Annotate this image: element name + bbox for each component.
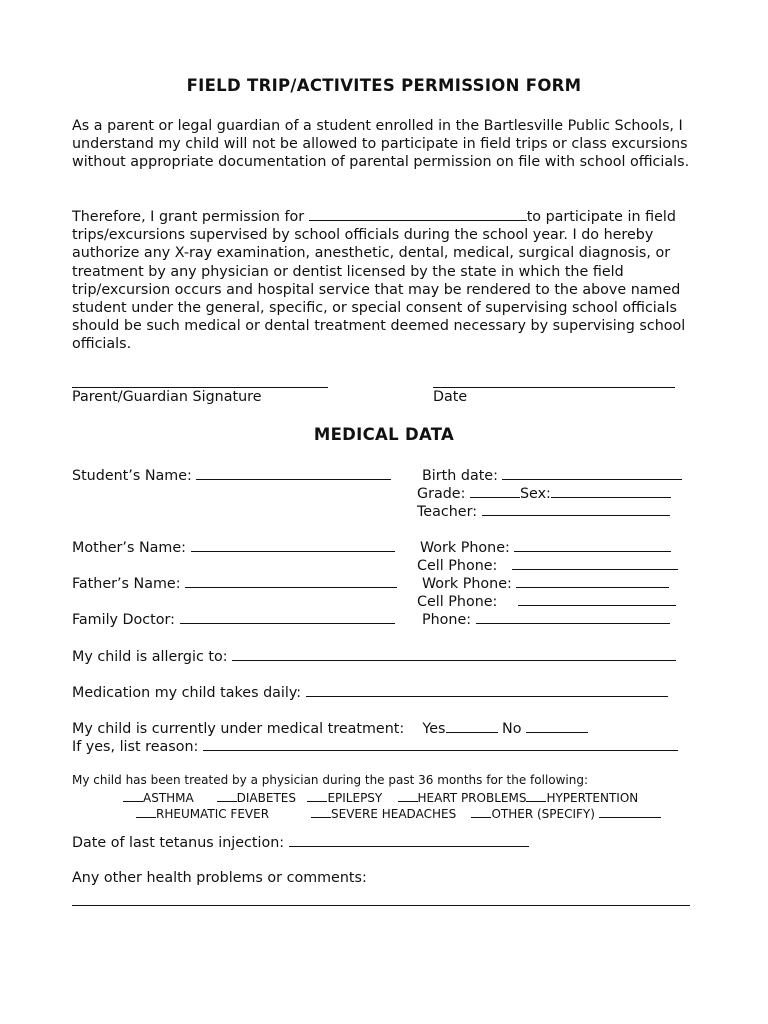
- father-name-row: [72, 574, 397, 593]
- other-checkbox[interactable]: [471, 804, 491, 818]
- father-cell-phone-row: [417, 592, 676, 611]
- student-name-row: [72, 466, 391, 485]
- tetanus-label: Date of last tetanus injection:: [72, 835, 285, 851]
- father-name-field[interactable]: [185, 574, 397, 588]
- epilepsy-checkbox[interactable]: [307, 788, 327, 802]
- family-doctor-field[interactable]: [180, 610, 395, 624]
- condition-other: OTHER (SPECIFY): [491, 807, 595, 821]
- asthma-checkbox[interactable]: [123, 788, 143, 802]
- condition-heart-problems: HEART PROBLEMS: [417, 791, 527, 805]
- phone-label: Phone:: [422, 612, 472, 628]
- reason-row: [72, 737, 678, 756]
- teacher-field[interactable]: [482, 502, 670, 516]
- condition-epilepsy: EPILEPSY: [327, 791, 383, 805]
- cell-phone-label: Cell Phone:: [417, 558, 498, 574]
- severe-headaches-checkbox[interactable]: [311, 804, 331, 818]
- doctor-phone-row: [422, 610, 670, 629]
- treatment-row: [72, 719, 588, 738]
- condition-diabetes: DIABETES: [236, 791, 296, 805]
- condition-rheumatic-fever: RHEUMATIC FEVER: [156, 807, 270, 821]
- rheumatic-fever-checkbox[interactable]: [136, 804, 156, 818]
- allergy-label: My child is allergic to:: [72, 649, 228, 665]
- sex-field[interactable]: [551, 484, 671, 498]
- medication-label: Medication my child takes daily:: [72, 685, 302, 701]
- student-name-label: Student’s Name:: [72, 468, 192, 484]
- permission-text-rest: to participate in field trips/excursions supervised by school officials during the school year. I do hereby authorize any X-ray examination, anesthetic, dental, medical, surgical diagnosis, or treatment by any physician or dentist licensed by the state in which the field trip/excursion occurs and hospital service that may be rendered to the above named student under the general, specific, or special consent of supervising school officials should be such medical or dental treatment deemed necessary by supervising school officials.: [72, 209, 686, 353]
- doctor-phone-field[interactable]: [476, 610, 670, 624]
- student-name-field[interactable]: [196, 466, 391, 480]
- no-field[interactable]: [526, 719, 588, 733]
- grade-field[interactable]: [470, 484, 520, 498]
- birth-date-row: [422, 466, 682, 485]
- diabetes-checkbox[interactable]: [217, 788, 237, 802]
- father-work-phone-row: [422, 574, 669, 593]
- birth-date-field[interactable]: [502, 466, 682, 480]
- teacher-row: [417, 502, 670, 521]
- grade-label: Grade:: [417, 486, 466, 502]
- condition-hypertension: HYPERTENTION: [546, 791, 639, 805]
- mother-name-row: [72, 538, 395, 557]
- work-phone-label: Work Phone:: [420, 540, 510, 556]
- mother-cell-phone-field[interactable]: [512, 556, 678, 570]
- reason-label: If yes, list reason:: [72, 739, 199, 755]
- cell-phone-label: Cell Phone:: [417, 594, 498, 610]
- permission-paragraph: [72, 207, 712, 354]
- form-title: FIELD TRIP/ACTIVITES PERMISSION FORM: [186, 76, 582, 95]
- date-label: Date: [433, 389, 468, 405]
- tetanus-row: [72, 833, 529, 852]
- yes-label: Yes: [422, 721, 446, 737]
- medication-field[interactable]: [306, 683, 668, 697]
- teacher-label: Teacher:: [417, 504, 478, 520]
- tetanus-field[interactable]: [289, 833, 529, 847]
- permission-text-start: Therefore, I grant permission for: [72, 209, 309, 225]
- signature-label: Parent/Guardian Signature: [72, 389, 262, 405]
- mother-work-phone-row: [420, 538, 671, 557]
- condition-asthma: ASTHMA: [143, 791, 194, 805]
- other-problems-label: Any other health problems or comments:: [72, 870, 367, 886]
- history-intro: My child has been treated by a physician during the past 36 months for the following:: [72, 773, 589, 787]
- reason-field[interactable]: [203, 737, 678, 751]
- work-phone-label: Work Phone:: [422, 576, 512, 592]
- intro-paragraph: As a parent or legal guardian of a student enrolled in the Bartlesville Public Schools, I understand my child will not be allowed to participate in field trips or class excursions without appropriate documentation of parental permission on file with school officials.: [72, 118, 690, 171]
- other-problems-line[interactable]: [72, 905, 690, 906]
- allergy-row: [72, 647, 676, 666]
- allergy-field[interactable]: [232, 647, 676, 661]
- sex-label: Sex:: [519, 486, 551, 502]
- father-work-phone-field[interactable]: [516, 574, 669, 588]
- hypertension-checkbox[interactable]: [526, 788, 546, 802]
- mother-name-label: Mother’s Name:: [72, 540, 186, 556]
- birth-date-label: Birth date:: [422, 468, 498, 484]
- heart-problems-checkbox[interactable]: [398, 788, 418, 802]
- father-cell-phone-field[interactable]: [518, 592, 676, 606]
- conditions-row-2: [136, 804, 661, 822]
- family-doctor-row: [72, 610, 395, 629]
- medical-data-heading: MEDICAL DATA: [313, 425, 455, 444]
- no-label: No: [502, 721, 522, 737]
- yes-field[interactable]: [446, 719, 498, 733]
- father-name-label: Father’s Name:: [72, 576, 181, 592]
- student-permission-field[interactable]: [309, 207, 527, 221]
- condition-severe-headaches: SEVERE HEADACHES: [331, 807, 457, 821]
- mother-name-field[interactable]: [191, 538, 395, 552]
- mother-work-phone-field[interactable]: [514, 538, 671, 552]
- date-line[interactable]: [433, 387, 675, 388]
- grade-sex-row: [417, 484, 671, 503]
- medication-row: [72, 683, 668, 702]
- other-specify-field[interactable]: [599, 804, 661, 818]
- mother-cell-phone-row: [417, 556, 678, 575]
- family-doctor-label: Family Doctor:: [72, 612, 175, 628]
- treatment-label: My child is currently under medical treatment:: [72, 721, 405, 737]
